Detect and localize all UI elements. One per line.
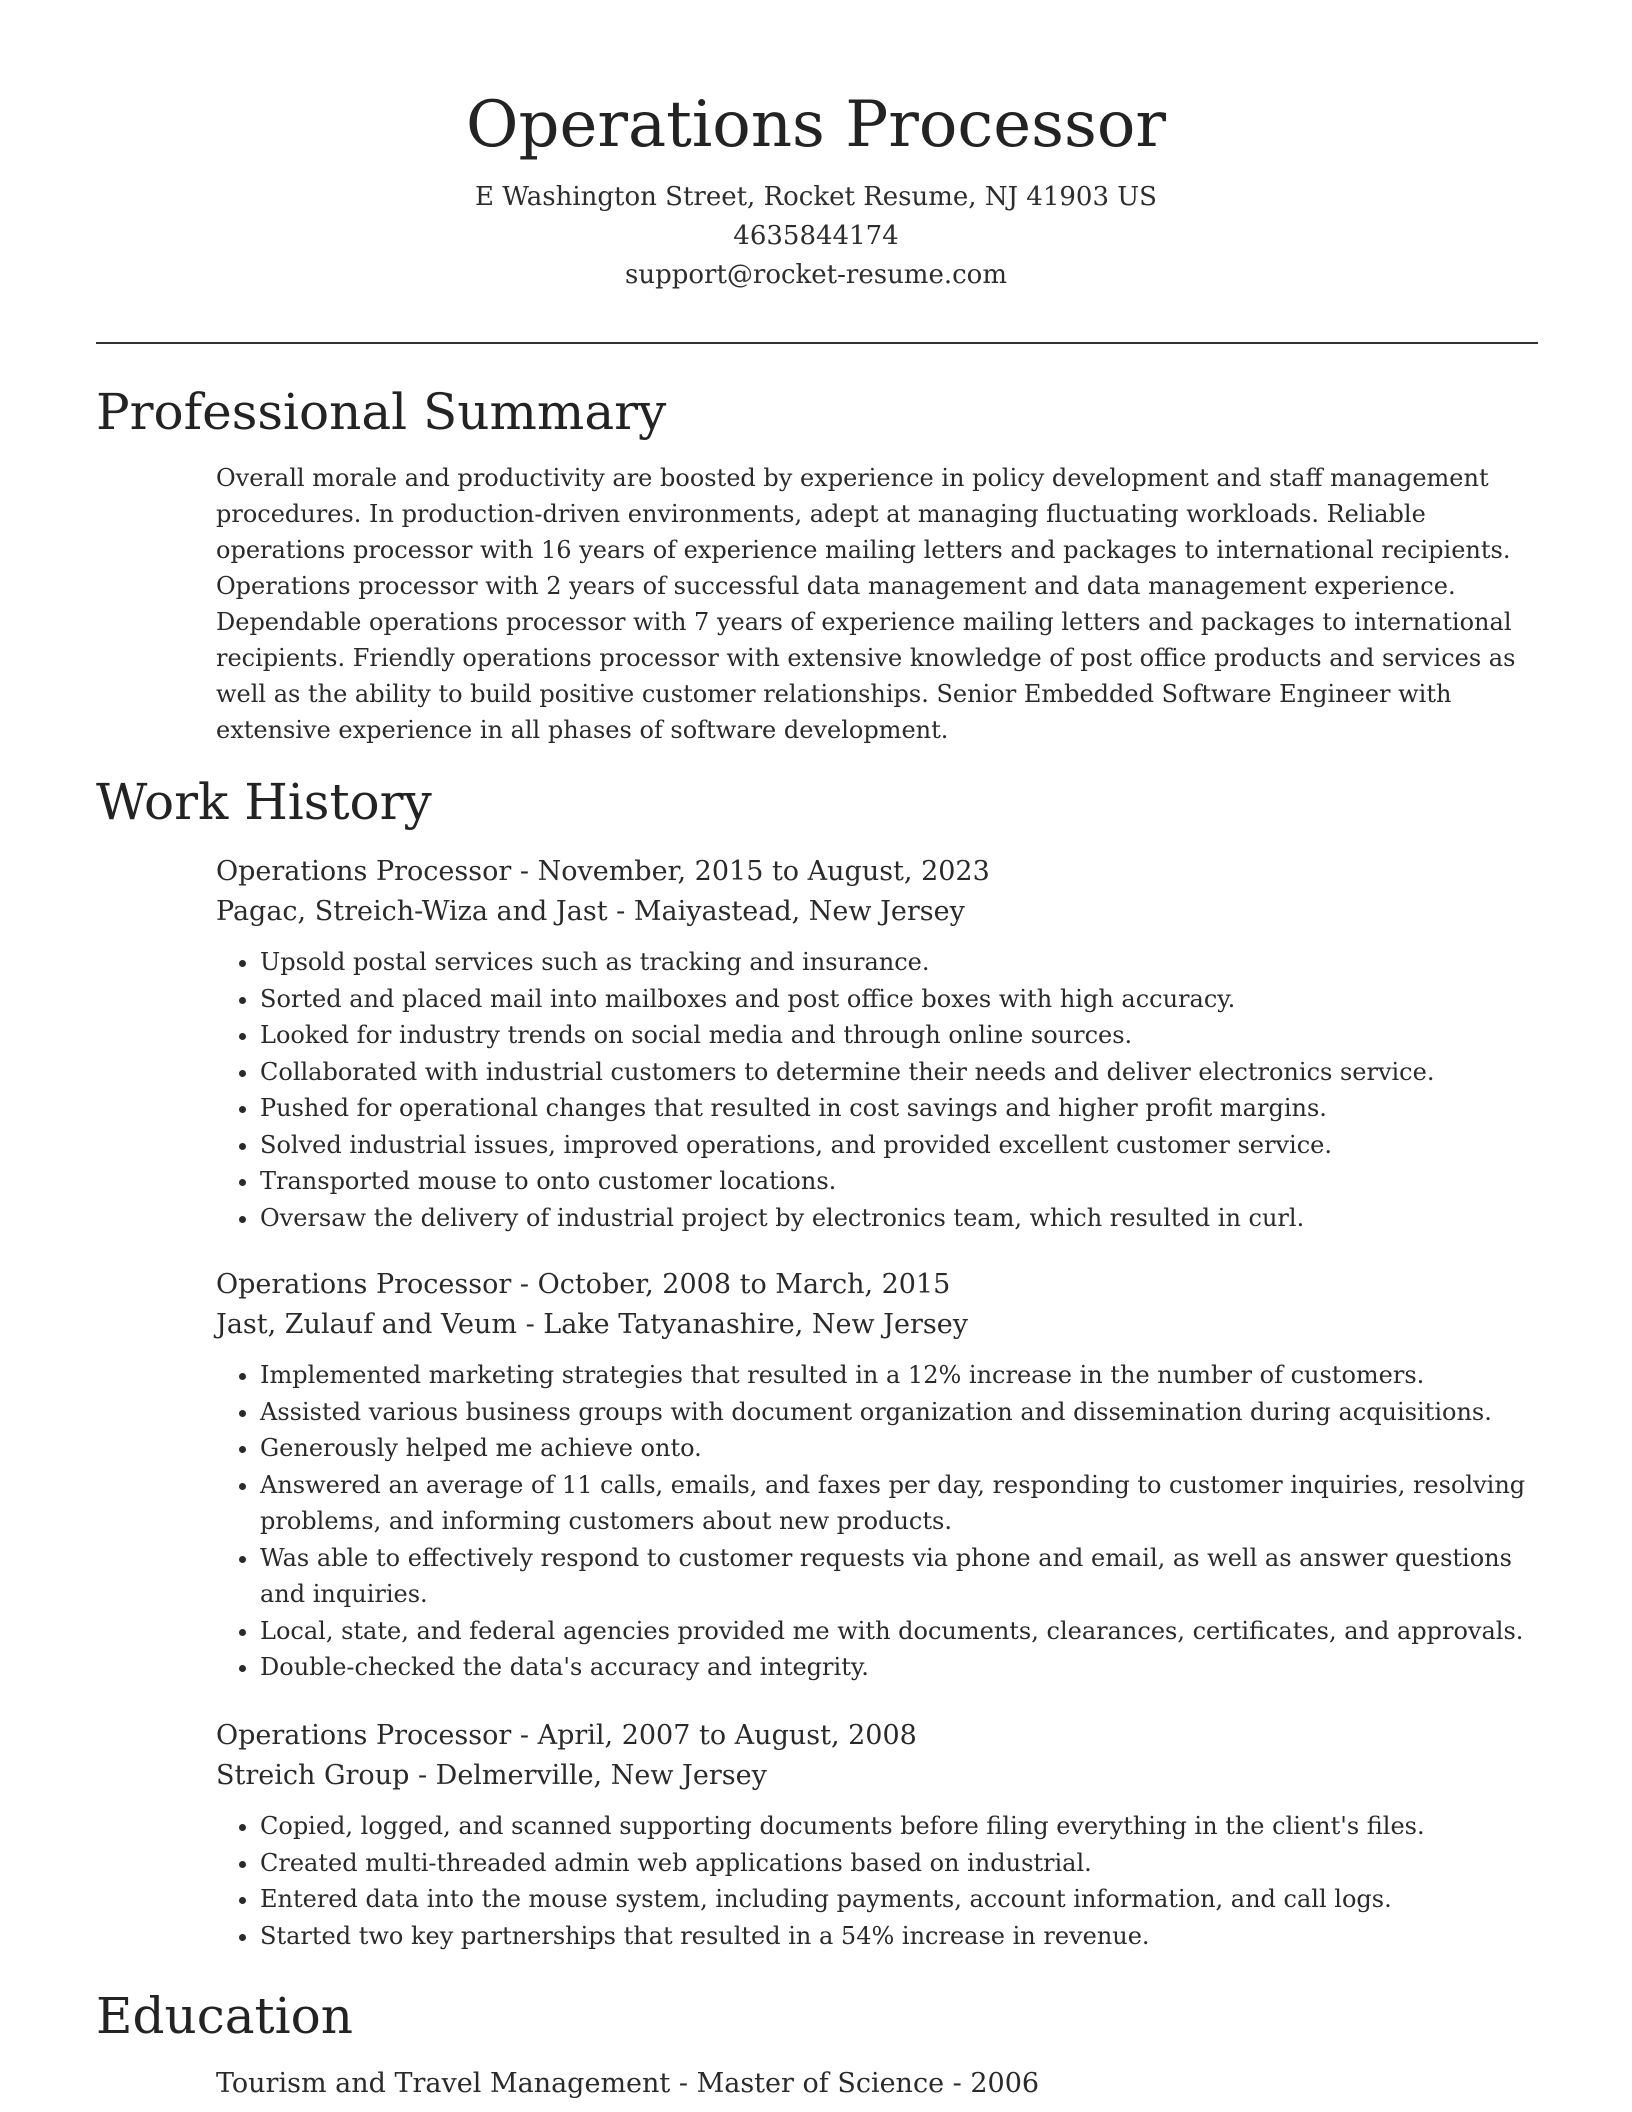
separator: - [511,1269,538,1300]
separator: - [607,896,634,927]
job-entry [216,852,1542,1236]
job-location: Lake Tatyanashire, New Jersey [543,1309,968,1340]
job-bullet: • Upsold postal services such as tracking and insurance. [260,944,1542,981]
job-bullet: • Started two key partnerships that resulted in a 54% increase in revenue. [260,1918,1542,1955]
contact-email: support@rocket-resume.com [624,260,1007,290]
job-bullet: • Answered an average of 11 calls, emails, and faxes per day, responding to customer inquiries, resolving problems, and informing customers about new products. [260,1467,1542,1540]
header-divider [96,342,1538,344]
job-bullet: • Double-checked the data's accuracy and integrity. [260,1649,1542,1686]
separator: - [511,1720,538,1751]
job-bullet: • Assisted various business groups with document organization and dissemination during acquisitions. [260,1394,1542,1431]
education-heading: Education [96,1987,353,2045]
job-dates: November, 2015 to August, 2023 [537,856,990,887]
resume-header [0,82,1632,295]
job-title-line [216,852,1542,892]
education-line [216,2064,1542,2104]
job-bullet: • Entered data into the mouse system, including payments, account information, and call logs. [260,1881,1542,1918]
job-title-line [216,1265,1542,1305]
candidate-name: Operations Processor [466,88,1166,162]
job-bullet: • Implemented marketing strategies that resulted in a 12% increase in the number of customers. [260,1357,1542,1394]
education-year: 2006 [970,2068,1040,2099]
education-entry [216,2064,1542,2104]
work-history-heading: Work History [96,773,432,831]
job-title: Operations Processor [216,1720,512,1751]
job-location: Maiyastead, New Jersey [633,896,965,927]
education-field: Tourism and Travel Management [216,2068,671,2099]
summary-block [216,460,1542,748]
job-bullet: • Oversaw the delivery of industrial project by electronics team, which resulted in curl. [260,1200,1542,1237]
job-bullet: • Transported mouse to onto customer locations. [260,1163,1542,1200]
contact-address: E Washington Street, Rocket Resume, NJ 41903 US [475,182,1157,212]
job-entry [216,1716,1542,1954]
job-bullets [216,1808,1542,1954]
job-company-line [216,892,1542,932]
job-bullets [216,944,1542,1236]
job-location: Delmerville, New Jersey [435,1760,767,1791]
job-title: Operations Processor [216,856,512,887]
separator: - [944,2068,971,2099]
job-company: Pagac, Streich-Wiza and Jast [216,896,608,927]
job-entry [216,1265,1542,1686]
job-bullet: • Pushed for operational changes that resulted in cost savings and higher profit margins. [260,1090,1542,1127]
job-bullet: • Solved industrial issues, improved operations, and provided excellent customer service. [260,1127,1542,1164]
separator: - [516,1309,544,1340]
job-bullet: • Copied, logged, and scanned supporting documents before filing everything in the client's files. [260,1808,1542,1845]
job-bullets [216,1357,1542,1686]
contact-phone: 4635844174 [733,221,899,251]
job-company: Streich Group [216,1760,410,1791]
job-dates: April, 2007 to August, 2008 [537,1720,917,1751]
job-company-line [216,1756,1542,1796]
job-bullet: • Created multi-threaded admin web applications based on industrial. [260,1845,1542,1882]
job-company: Jast, Zulauf and Veum [216,1309,517,1340]
summary-text: Overall morale and productivity are boosted by experience in policy development and staff management procedures. In production-driven environments, adept at managing fluctuating workloads. Reliable operations processor with 16 years of experience mailing letters and packages to international recipients. Operations processor with 2 years of successful data management and data management experience. Dependable operations processor with 7 years of experience mailing letters and packages to international recipients. Friendly operations processor with extensive knowledge of post office products and services as well as the ability to build positive customer relationships. Senior Embedded Software Engineer with extensive experience in all phases of software development. [216,464,1516,744]
job-title-line [216,1716,1542,1756]
separator: - [670,2068,697,2099]
job-bullet: • Local, state, and federal agencies provided me with documents, clearances, certificates, and approvals. [260,1613,1542,1650]
education-degree: Master of Science [696,2068,945,2099]
job-company-line [216,1305,1542,1345]
job-bullet: • Generously helped me achieve onto. [260,1430,1542,1467]
summary-heading: Professional Summary [96,383,667,441]
job-bullet: • Collaborated with industrial customers to determine their needs and deliver electronics service. [260,1054,1542,1091]
job-title: Operations Processor [216,1269,512,1300]
separator: - [511,856,538,887]
job-bullet: • Sorted and placed mail into mailboxes and post office boxes with high accuracy. [260,981,1542,1018]
job-bullet: • Was able to effectively respond to customer requests via phone and email, as well as answer questions and inquiries. [260,1540,1542,1613]
job-dates: October, 2008 to March, 2015 [537,1269,951,1300]
separator: - [409,1760,436,1791]
job-bullet: • Looked for industry trends on social media and through online sources. [260,1017,1542,1054]
